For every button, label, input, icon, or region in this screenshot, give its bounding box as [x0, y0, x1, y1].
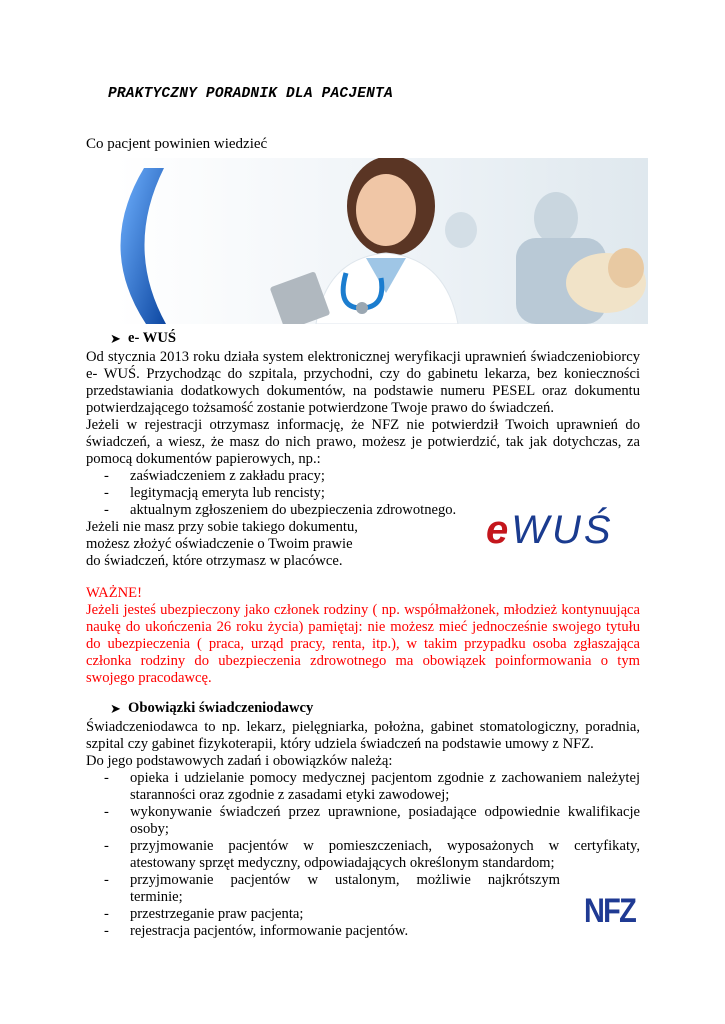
- important-line: naukę do ukończenia 26 roku życia) pamiętaj: nie możesz mieć jednocześnie swojego tytułu: [86, 619, 640, 635]
- list-item-continuation: terminie;: [130, 889, 183, 905]
- text-line: Jeżeli nie masz przy sobie takiego dokumentu,: [86, 519, 358, 535]
- list-item: przestrzeganie praw pacjenta;: [130, 906, 304, 922]
- list-dash: -: [104, 838, 109, 854]
- list-dash: -: [104, 804, 109, 820]
- important-line: członka rodziny do ubezpieczenia zdrowotnego ma obowiązek poinformowania o tym: [86, 653, 640, 669]
- section-heading-obligations: Obowiązki świadczeniodawcy: [128, 700, 314, 716]
- list-dash: -: [104, 468, 109, 484]
- list-item: przyjmowanie pacjentów w pomieszczeniach, wyposażonych w certyfikaty,: [130, 838, 640, 854]
- page-title: PRAKTYCZNY PORADNIK DLA PACJENTA: [108, 86, 393, 102]
- text-line: do świadczeń, które otrzymasz w placówce.: [86, 553, 343, 569]
- text-line: Świadczeniodawca to np. lekarz, pielęgniarka, położna, gabinet stomatologiczny, poradnia,: [86, 719, 640, 735]
- text-line: e- WUŚ. Przychodząc do szpitala, przychodni, czy do gabinetu lekarza, bez konieczności: [86, 366, 640, 382]
- list-item: zaświadczeniem z zakładu pracy;: [130, 468, 325, 484]
- list-dash: -: [104, 502, 109, 518]
- text-line: pomocą dokumentów papierowych, np.:: [86, 451, 321, 467]
- hero-doctor-image: [86, 158, 648, 324]
- ewus-logo-e: e: [486, 508, 512, 552]
- list-item: legitymacją emeryta lub rencisty;: [130, 485, 325, 501]
- page-subtitle: Co pacjent powinien wiedzieć: [86, 136, 268, 152]
- text-line: możesz złożyć oświadczenie o Twoim prawie: [86, 536, 353, 552]
- important-line: swojego pracodawcę.: [86, 670, 212, 686]
- bullet-arrow-icon: ➤: [110, 701, 121, 716]
- nfz-logo-text: NFZ: [584, 892, 636, 930]
- list-item: opieka i udzielanie pomocy medycznej pacjentom zgodnie z zachowaniem należytej: [130, 770, 640, 786]
- text-line: Od stycznia 2013 roku działa system elektronicznej weryfikacji uprawnień świadczeniobiorcy: [86, 349, 640, 365]
- text-line: Jeżeli w rejestracji otrzymasz informację, że NFZ nie potwierdził Twoich uprawnień do: [86, 417, 640, 433]
- list-item-continuation: atestowany sprzęt medyczny, odpowiadających określonym standardom;: [130, 855, 555, 871]
- important-line: Jeżeli jesteś ubezpieczony jako członek rodziny ( np. współmałżonek, młodzież kontynuująca: [86, 602, 640, 618]
- bullet-arrow-icon: ➤: [110, 331, 121, 346]
- important-heading: WAŻNE!: [86, 585, 142, 601]
- ewus-logo-text: WUŚ: [511, 508, 614, 552]
- text-line: Do jego podstawowych zadań i obowiązków należą:: [86, 753, 393, 769]
- list-item: rejestracja pacjentów, informowanie pacjentów.: [130, 923, 409, 939]
- text-line: przedstawiania dodatkowych dokumentów, na podstawie numeru PESEL oraz dokumentu: [86, 383, 640, 399]
- list-item: wykonywanie świadczeń przez uprawnione, posiadające odpowiednie kwalifikacje: [130, 804, 640, 820]
- nfz-logo: [584, 890, 642, 932]
- section-heading-ewus: e- WUŚ: [128, 330, 176, 346]
- list-item-continuation: staranności oraz zgodnie z zasadami etyki zawodowej;: [130, 787, 450, 803]
- list-dash: -: [104, 485, 109, 501]
- ewus-logo: [486, 490, 626, 558]
- list-dash: -: [104, 872, 109, 888]
- text-line: potwierdzającego tożsamość zostanie potwierdzone Twoje prawo do świadczeń.: [86, 400, 554, 416]
- list-item: przyjmowanie pacjentów w ustalonym, możliwie najkrótszym: [130, 872, 560, 888]
- important-line: do ubezpieczenia ( praca, urząd pracy, renta, itp.), w takim przypadku osoba zgłaszająca: [86, 636, 640, 652]
- list-dash: -: [104, 770, 109, 786]
- list-dash: -: [104, 906, 109, 922]
- list-item: aktualnym zgłoszeniem do ubezpieczenia zdrowotnego.: [130, 502, 457, 518]
- text-line: szpital czy gabinet fizykoterapii, który udziela świadczeń na podstawie umowy z NFZ.: [86, 736, 594, 752]
- list-dash: -: [104, 923, 109, 939]
- text-line: świadczeń, a wiesz, że masz do nich prawo, możesz je potwierdzić, tak jak dotychczas, za: [86, 434, 640, 450]
- list-item-continuation: osoby;: [130, 821, 169, 837]
